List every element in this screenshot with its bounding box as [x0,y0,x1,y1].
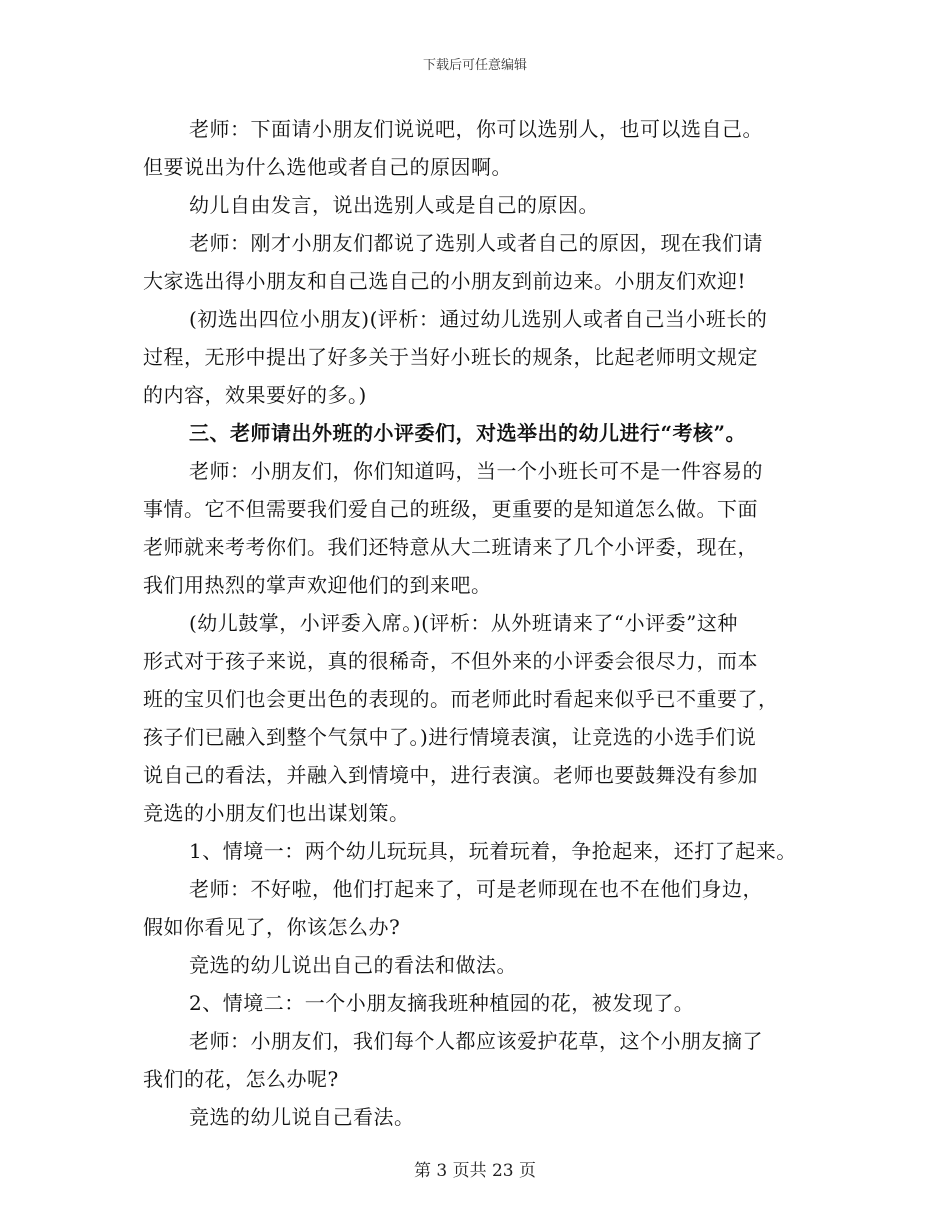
page-header: 下载后可任意编辑 [422,58,527,73]
text-line: 老师：刚才小朋友们都说了选别人或者自己的原因，现在我们请 [189,231,763,255]
text-line: 2、情境二：一个小朋友摘我班种植园的花，被发现了。 [189,991,695,1015]
text-line: (初选出四位小朋友)(评析：通过幼儿选别人或者自己当小班长的 [189,307,768,331]
text-line: 老师：不好啦，他们打起来了，可是老师现在也不在他们身边， [189,877,763,901]
text-line: (幼儿鼓掌，小评委入席。)(评析：从外班请来了“小评委”这种 [189,611,738,635]
document-body [143,110,818,1136]
text-line: 事情。它不但需要我们爱自己的班级，更重要的是知道怎么做。下面 [143,497,758,521]
text-line: 但要说出为什么选他或者自己的原因啊。 [143,155,512,179]
text-line: 老师：小朋友们，你们知道吗，当一个小班长可不是一件容易的 [189,459,763,483]
text-line: 1、情境一：两个幼儿玩玩具，玩着玩着，争抢起来，还打了起来。 [189,839,797,863]
text-line: 幼儿自由发言，说出选别人或是自己的原因。 [189,193,599,217]
text-line: 大家选出得小朋友和自己选自己的小朋友到前边来。小朋友们欢迎! [143,269,747,293]
section-heading: 三、老师请出外班的小评委们，对选举出的幼儿进行“考核”。 [189,421,747,445]
page-number: 第 3 页共 23 页 [413,1161,537,1181]
text-line: 说自己的看法，并融入到情境中，进行表演。老师也要鼓舞没有参加 [143,763,758,787]
text-line: 竞选的幼儿说自己看法。 [189,1105,415,1129]
text-line: 竞选的小朋友们也出谋划策。 [143,801,410,825]
text-line: 的内容，效果要好的多。) [143,383,367,407]
text-line: 我们的花，怎么办呢? [143,1067,339,1091]
text-line: 过程，无形中提出了好多关于当好小班长的规条，比起老师明文规定 [143,345,758,369]
text-line: 我们用热烈的掌声欢迎他们的到来吧。 [143,573,492,597]
text-line: 老师就来考考你们。我们还特意从大二班请来了几个小评委，现在， [143,535,758,559]
text-line: 形式对于孩子来说，真的很稀奇，不但外来的小评委会很尽力，而本 [143,649,758,673]
text-line: 班的宝贝们也会更出色的表现的。而老师此时看起来似乎已不重要了， [143,687,779,711]
text-line: 老师：下面请小朋友们说说吧，你可以选别人，也可以选自己。 [189,117,763,141]
text-line: 竞选的幼儿说出自己的看法和做法。 [189,953,517,977]
text-line: 老师：小朋友们，我们每个人都应该爱护花草，这个小朋友摘了 [189,1029,763,1053]
text-line: 假如你看见了，你该怎么办? [143,915,401,939]
text-line: 孩子们已融入到整个气氛中了。)进行情境表演，让竞选的小选手们说 [143,725,757,749]
